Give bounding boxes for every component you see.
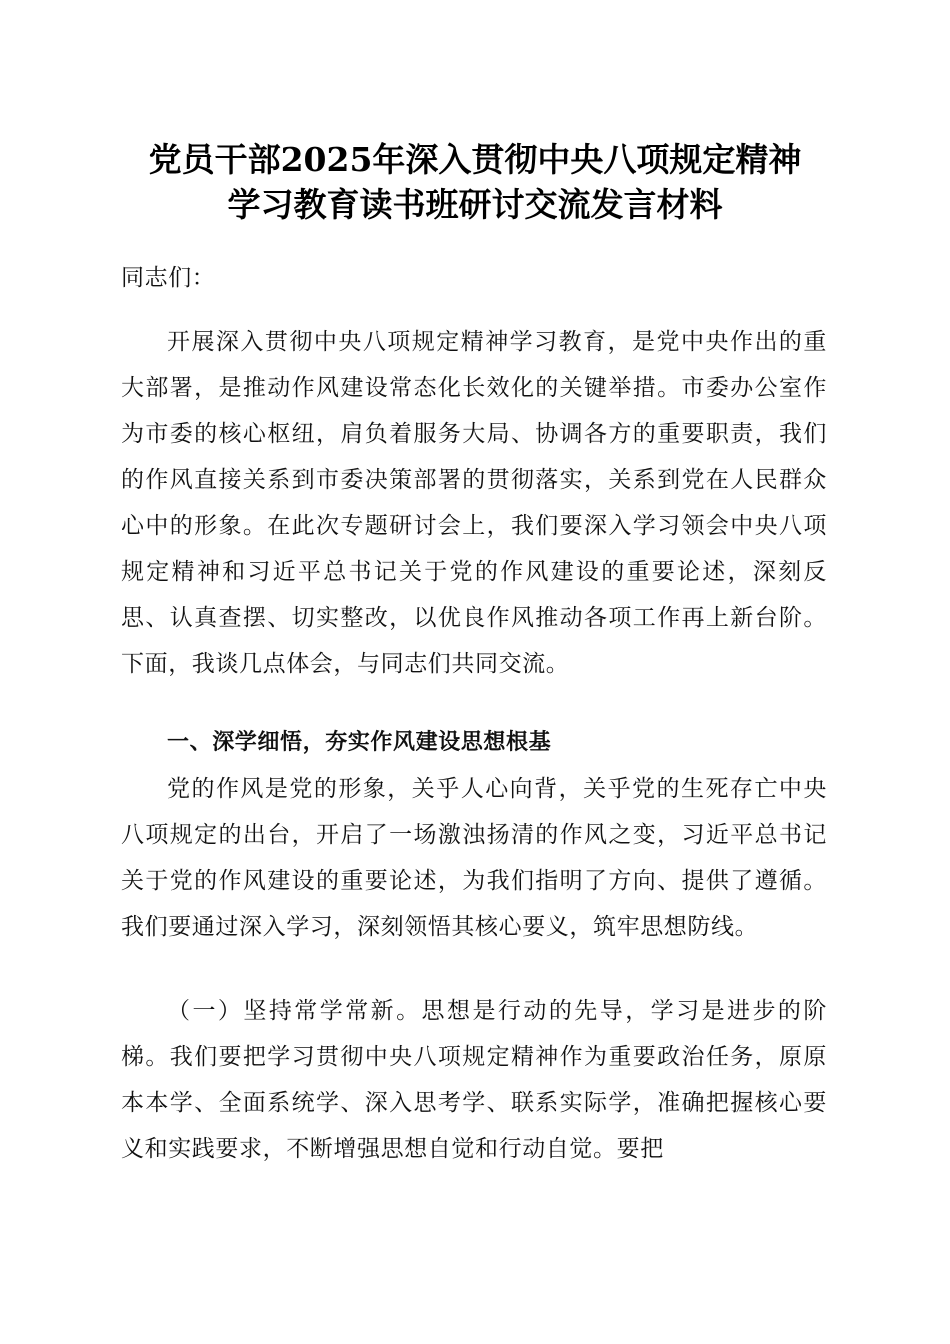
subsection-1-paragraph: （一）坚持常学常新。思想是行动的先导，学习是进步的阶梯。我们要把学习贯彻中央八项规定精神作为重要政治任务，原原本本学、全面系统学、深入思考学、联系实际学，准确把握核心要义和实践要求，不断增强思想自觉和行动自觉。要把 [121,998,827,1162]
section-heading-1: 一、深学细悟，夯实作风建设思想根基 [167,730,552,755]
intro-paragraph: 开展深入贯彻中央八项规定精神学习教育，是党中央作出的重大部署，是推动作风建设常态化长效化的关键举措。市委办公室作为市委的核心枢纽，肩负着服务大局、协调各方的重要职责，我们的作风直接关系到市委决策部署的贯彻落实，关系到党在人民群众心中的形象。在此次专题研讨会上，我们要深入学习领会中央八项规定精神和习近平总书记关于党的作风建设的重要论述，深刻反思、认真查摆、切实整改，以优良作风推动各项工作再上新台阶。下面，我谈几点体会，与同志们共同交流。 [121,329,827,677]
document-title-line-2: 学习教育读书班研讨交流发言材料 [227,185,723,224]
document-title-line-1: 党员干部2025年深入贯彻中央八项规定精神 [148,140,802,179]
section-1-paragraph: 党的作风是党的形象，关乎人心向背，关乎党的生死存亡中央八项规定的出台，开启了一场激浊扬清的作风之变，习近平总书记关于党的作风建设的重要论述，为我们指明了方向、提供了遵循。我们要通过深入学习，深刻领悟其核心要义，筑牢思想防线。 [121,776,827,940]
salutation: 同志们： [121,265,216,291]
